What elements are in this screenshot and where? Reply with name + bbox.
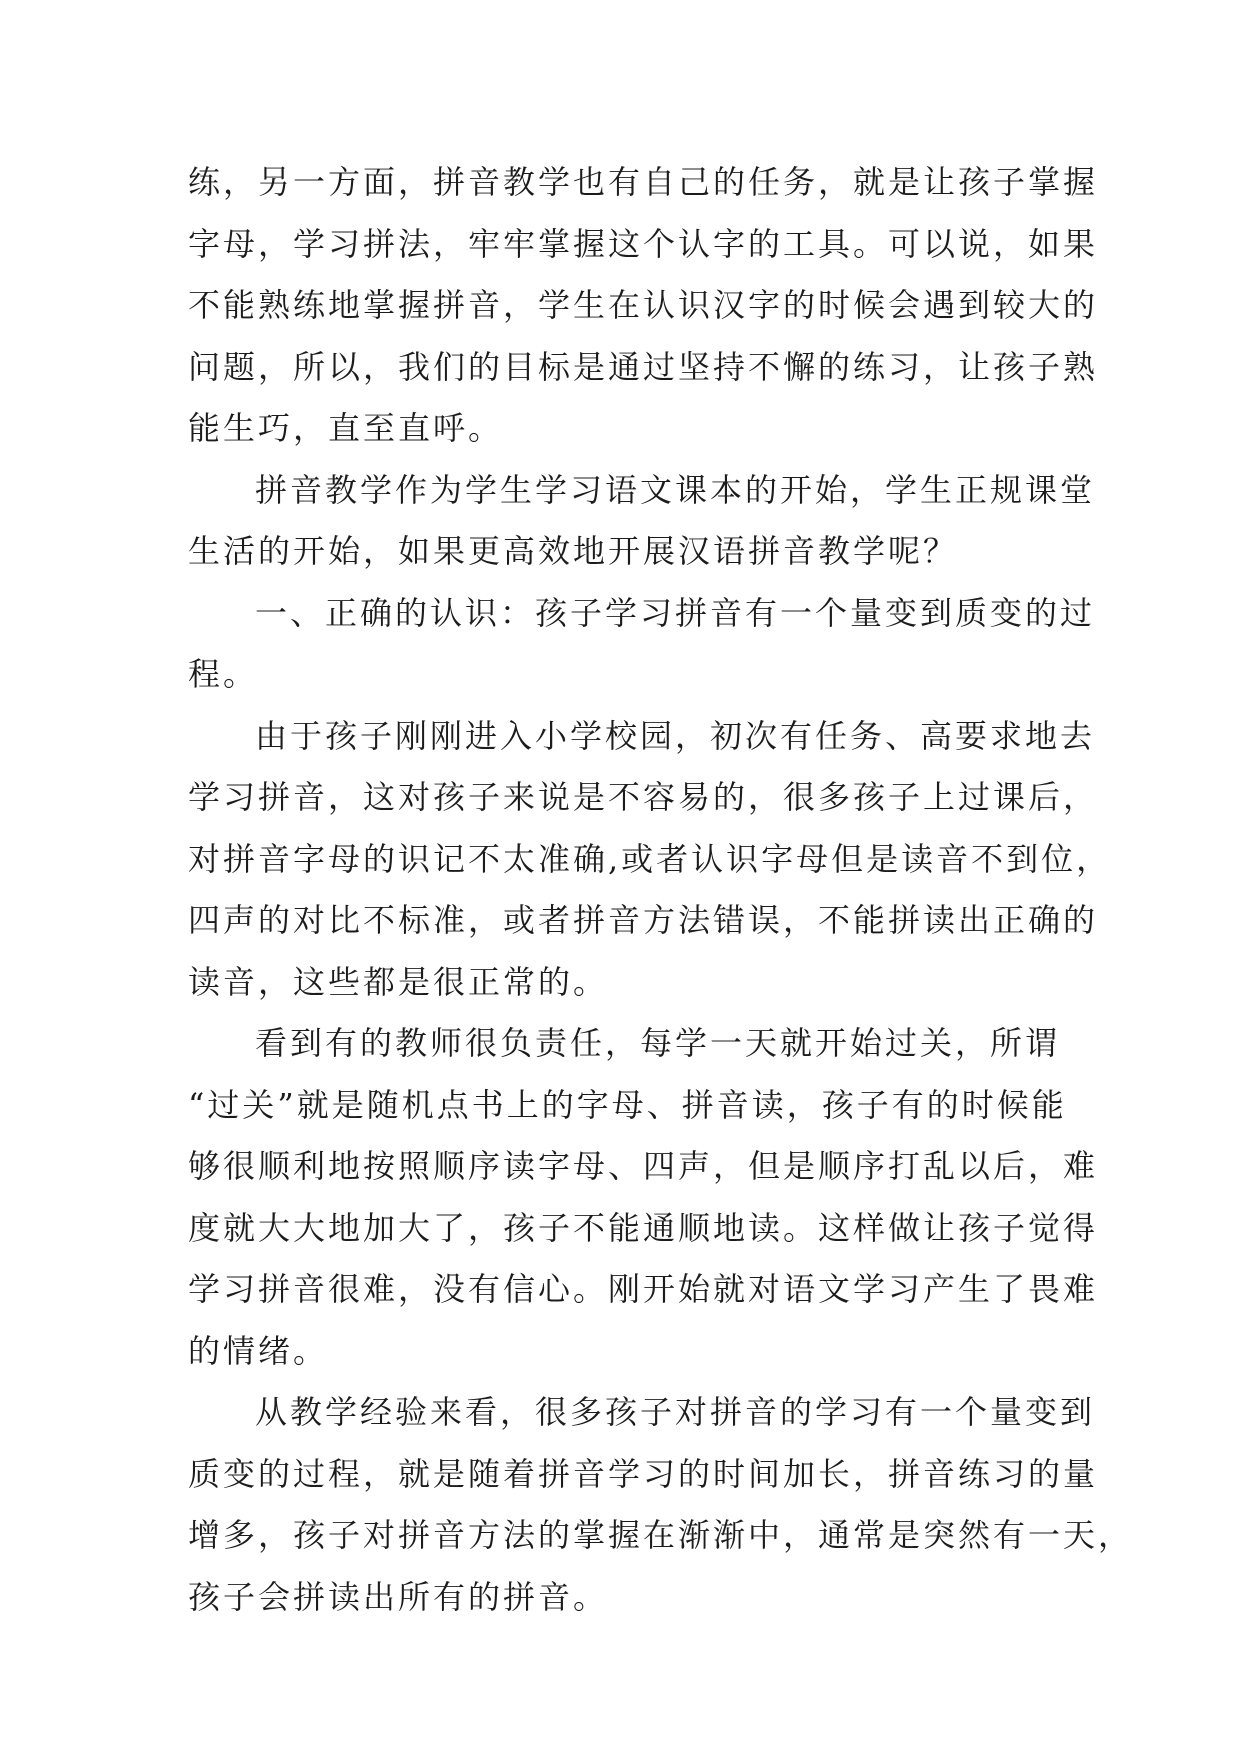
text-line: 练，另一方面，拼音教学也有自己的任务，就是让孩子掌握 — [188, 163, 1099, 201]
text-line: 拼音教学作为学生学习语文课本的开始，学生正规课堂 — [255, 470, 1096, 509]
text-line: 学习拼音，这对孩子来说是不容易的，很多孩子上过课后， — [188, 778, 1099, 816]
text-line: “过关”就是随机点书上的字母、拼音读，孩子有的时候能 — [188, 1085, 1067, 1124]
document-body — [188, 152, 1134, 1628]
text-line: 孩子会拼读出所有的拼音。 — [188, 1577, 609, 1616]
text-line: 不能熟练地掌握拼音，学生在认识汉字的时候会遇到较大的 — [188, 286, 1099, 324]
text-line: 字母，学习拼法，牢牢掌握这个认字的工具。可以说，如果 — [188, 224, 1099, 263]
text-line: 质变的过程，就是随着拼音学习的时间加长，拼音练习的量 — [188, 1454, 1099, 1493]
text-line: 生活的开始，如果更高效地开展汉语拼音教学呢？ — [188, 532, 959, 570]
text-line: 度就大大地加大了，孩子不能通顺地读。这样做让孩子觉得 — [188, 1208, 1099, 1247]
text-line: 四声的对比不标准，或者拼音方法错误，不能拼读出正确的 — [188, 901, 1099, 939]
text-line: 看到有的教师很负责任，每学一天就开始过关，所谓 — [255, 1024, 1061, 1062]
text-line: 问题，所以，我们的目标是通过坚持不懈的练习，让孩子熟 — [188, 347, 1099, 386]
text-line: 增多，孩子对拼音方法的掌握在渐渐中，通常是突然有一天， — [188, 1516, 1134, 1554]
paragraph-body — [188, 706, 1112, 1014]
paragraph-body — [188, 1013, 1099, 1382]
paragraph-intro — [188, 460, 1096, 583]
text-line: 一、正确的认识：孩子学习拼音有一个量变到质变的过 — [255, 593, 1096, 632]
text-line: 够很顺利地按照顺序读字母、四声，但是顺序打乱以后，难 — [188, 1147, 1099, 1185]
text-line: 能生巧，直至直呼。 — [188, 409, 504, 447]
text-line: 对拼音字母的识记不太准确,或者认识字母但是读音不到位， — [188, 839, 1112, 878]
paragraph-body — [188, 1382, 1134, 1628]
text-line: 从教学经验来看，很多孩子对拼音的学习有一个量变到 — [255, 1393, 1096, 1431]
text-line: 由于孩子刚刚进入小学校园，初次有任务、高要求地去 — [255, 716, 1096, 755]
text-line: 的情绪。 — [188, 1331, 329, 1370]
text-line: 程。 — [188, 655, 259, 693]
text-line: 学习拼音很难，没有信心。刚开始就对语文学习产生了畏难 — [188, 1270, 1099, 1308]
text-line: 读音，这些都是很正常的。 — [188, 962, 609, 1001]
paragraph-continuation — [188, 152, 1099, 460]
section-heading — [188, 583, 1096, 706]
